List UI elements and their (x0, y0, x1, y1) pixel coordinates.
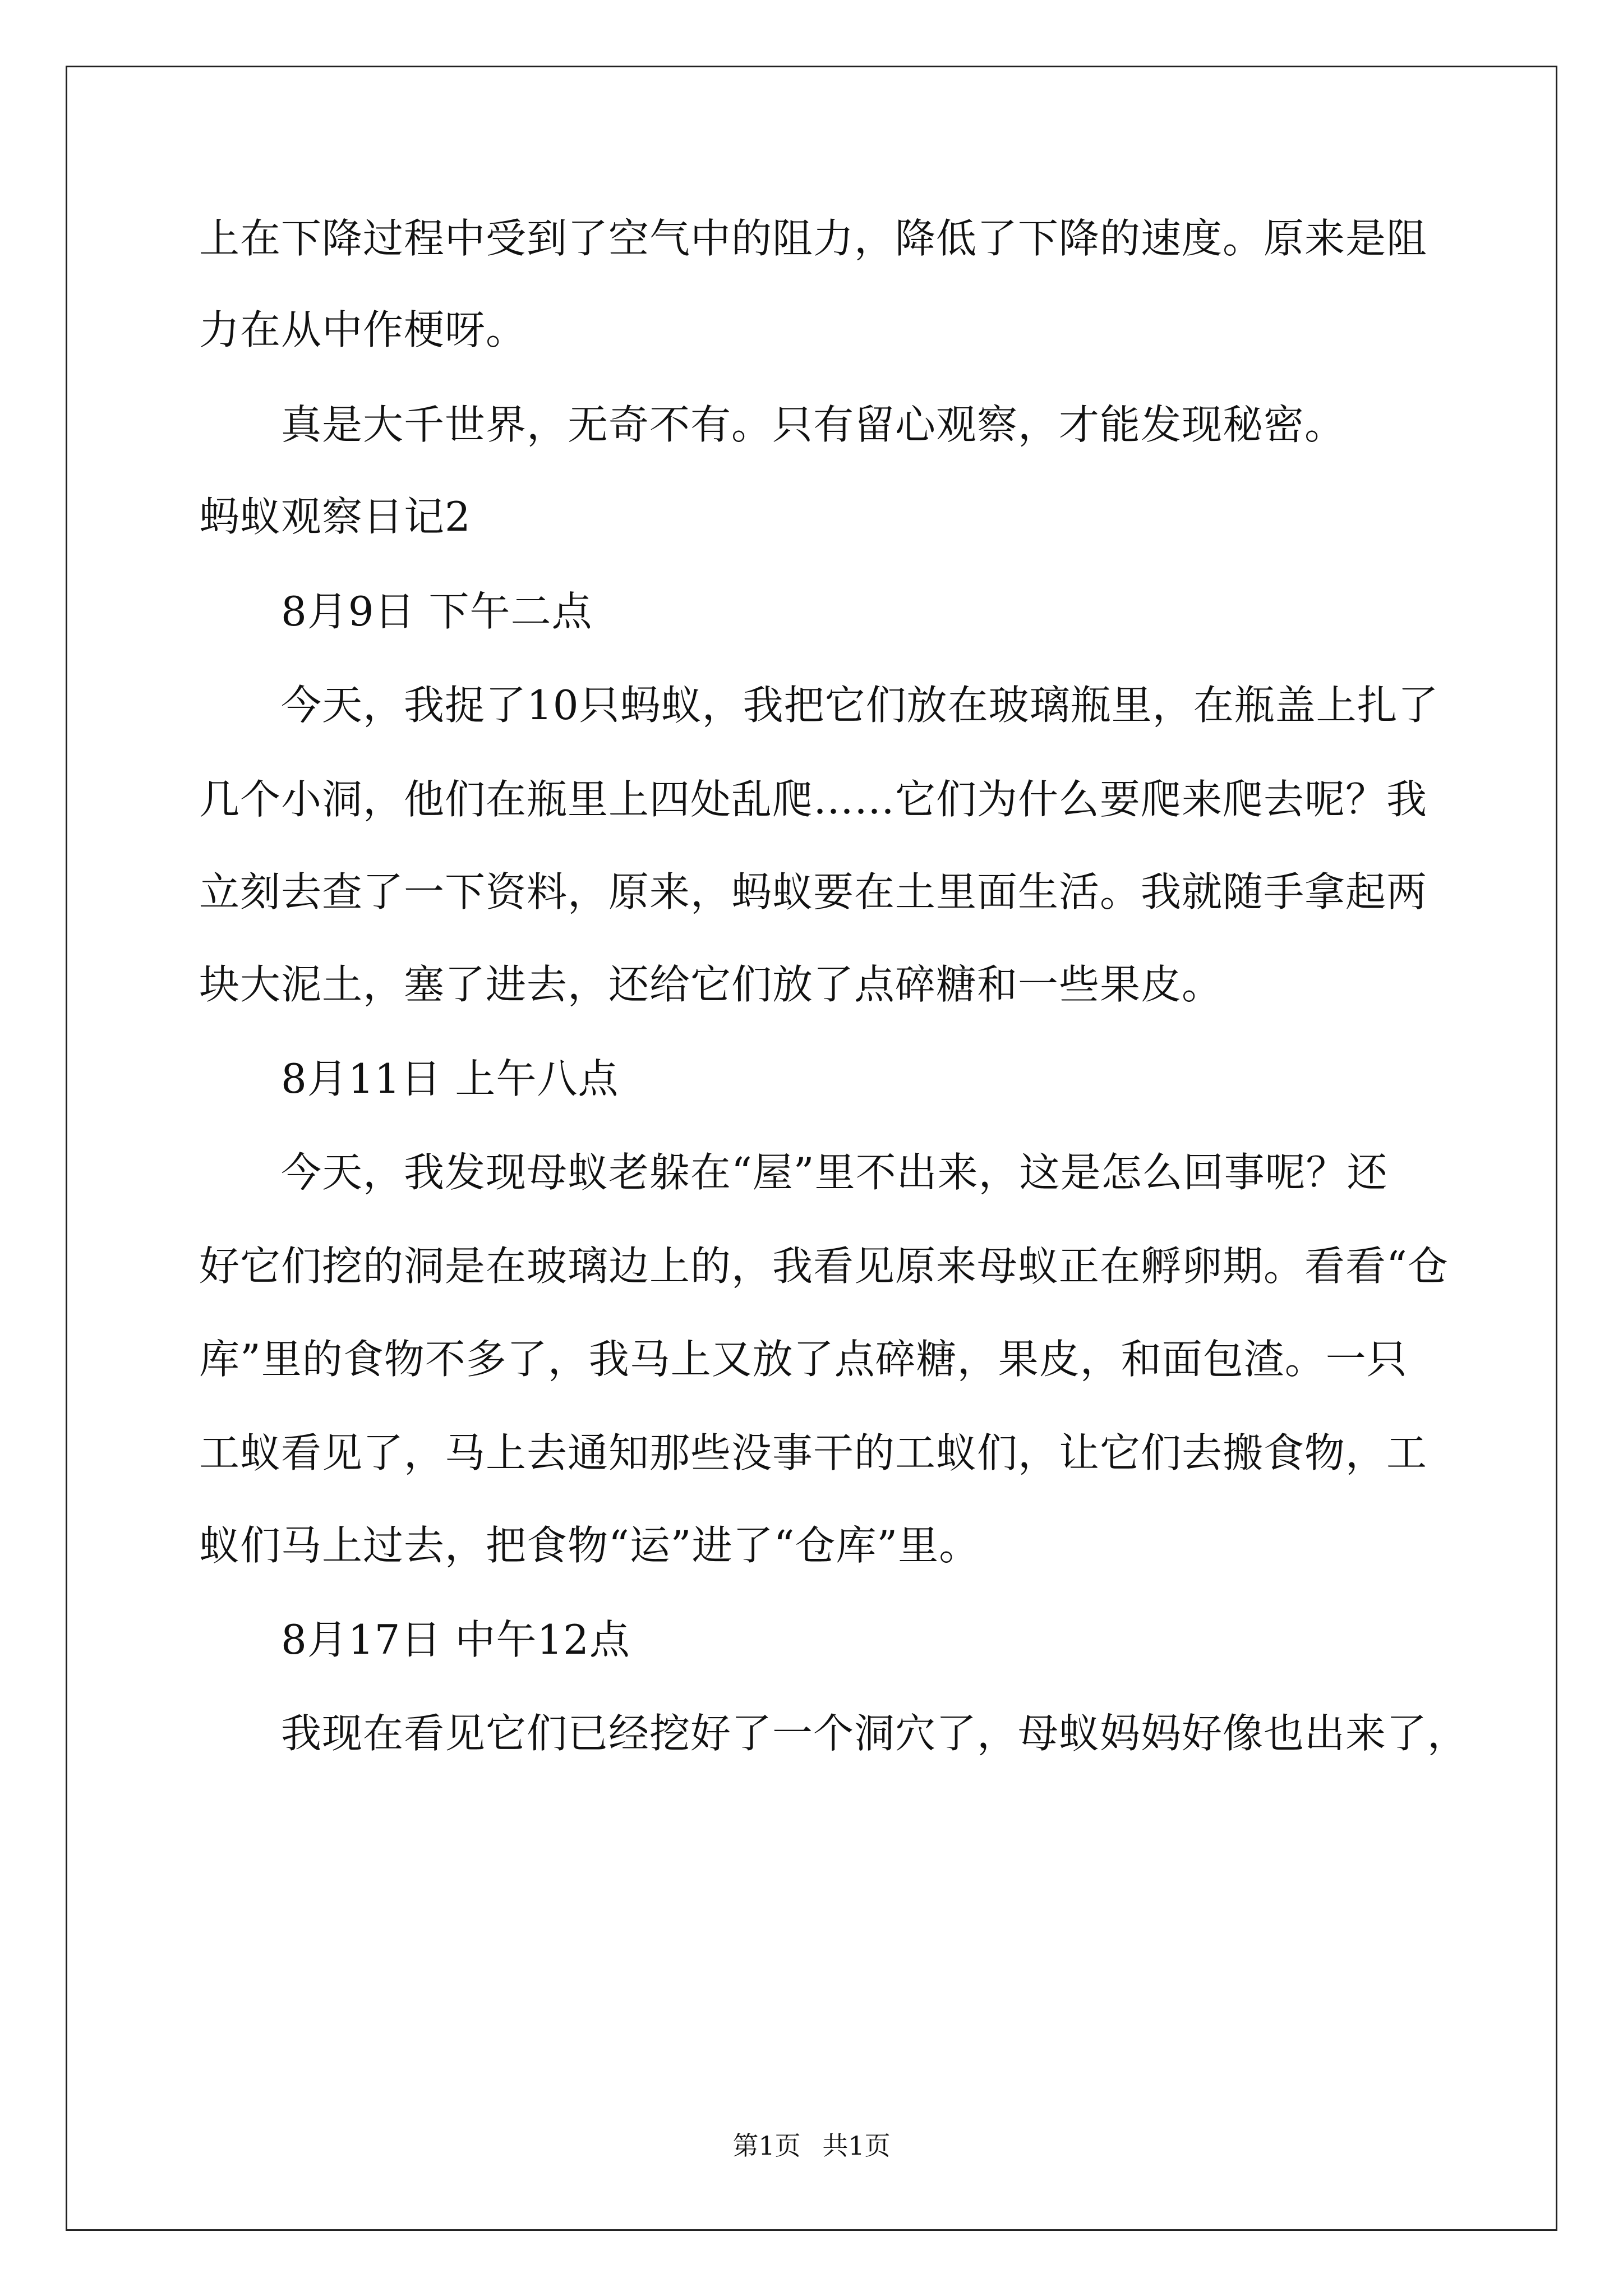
text-line: 真是大千世界，无奇不有。只有留心观察，才能发现秘密。 (281, 401, 1346, 448)
text-line: 立刻去查了一下资料，原来，蚂蚁要在土里面生活。我就随手拿起两 (199, 868, 1428, 915)
text-line: 上在下降过程中受到了空气中的阻力，降低了下降的速度。原来是阻 (199, 215, 1428, 262)
text-line: 块大泥土，塞了进去，还给它们放了点碎糖和一些果皮。 (199, 961, 1223, 1008)
text-line: 今天，我捉了10只蚂蚁，我把它们放在玻璃瓶里，在瓶盖上扎了 (281, 682, 1439, 729)
diary-date-heading: 8月17日 中午12点 (281, 1616, 630, 1663)
diary-date-heading: 8月11日 上午八点 (281, 1055, 619, 1102)
text-line: 今天，我发现母蚁老躲在“屋”里不出来，这是怎么回事呢？还 (281, 1149, 1388, 1196)
text-line: 工蚁看见了，马上去通知那些没事干的工蚁们，让它们去搬食物，工 (199, 1429, 1428, 1476)
page-number: 第1页 (732, 2131, 801, 2161)
text-line: 好它们挖的洞是在玻璃边上的，我看见原来母蚁正在孵卵期。看看“仓 (199, 1243, 1449, 1290)
text-line: 我现在看见它们已经挖好了一个洞穴了，母蚁妈妈好像也出来了， (281, 1710, 1469, 1757)
diary-date-heading: 8月9日 下午二点 (281, 588, 593, 635)
page-footer (0, 2129, 1623, 2162)
text-line: 几个小洞，他们在瓶里上四处乱爬……它们为什么要爬来爬去呢？我 (199, 776, 1428, 823)
text-line: 库”里的食物不多了，我马上又放了点碎糖，果皮，和面包渣。一只 (199, 1336, 1408, 1383)
text-line: 力在从中作梗呀。 (199, 306, 527, 353)
section-title: 蚂蚁观察日记2 (199, 493, 471, 540)
text-line: 蚁们马上过去，把食物“运”进了“仓库”里。 (199, 1522, 980, 1569)
page-total: 共1页 (822, 2131, 891, 2161)
